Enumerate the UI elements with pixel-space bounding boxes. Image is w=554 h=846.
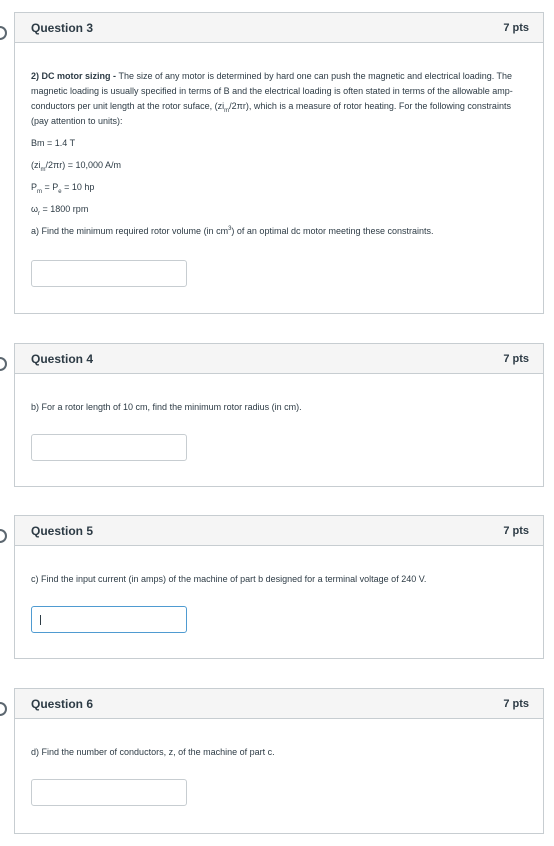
question-points: 7 pts (503, 352, 529, 365)
constraint-electrical-loading: $(zi_m/2\pi r) = 10,000$ A/m (31, 160, 121, 173)
question-body (15, 43, 543, 287)
question-5 (14, 515, 544, 659)
question-title: Question 6 (31, 696, 94, 711)
question-title: Question 5 (31, 523, 94, 538)
question-status-icon (0, 529, 7, 543)
question-title: Question 4 (31, 351, 94, 366)
question-points: 7 pts (503, 524, 529, 537)
question-header (15, 13, 543, 43)
question-body (15, 546, 543, 633)
answer-input-focused[interactable] (31, 606, 187, 633)
question-3 (14, 12, 544, 314)
question-title: Question 3 (31, 20, 94, 35)
constraint-power: $P_m = P_e = 10$ hp (31, 182, 95, 195)
answer-input[interactable] (31, 260, 187, 287)
question-header (15, 344, 543, 374)
question-status-icon (0, 702, 7, 716)
constraint-bm: Bm = 1.4 T (31, 138, 76, 148)
question-status-icon (0, 357, 7, 371)
question-6 (14, 688, 544, 834)
question-header (15, 516, 543, 546)
question-header (15, 689, 543, 719)
constraint-speed: $\omega_r = 1800$ rpm (31, 204, 89, 217)
answer-input[interactable] (31, 779, 187, 806)
question-prompt: c) Find the input current (in amps) of the machine of part b designed for a terminal voltage of 240 V. (31, 574, 427, 584)
question-points: 7 pts (503, 697, 529, 710)
question-prompt: b) For a rotor length of 10 cm, find the minimum rotor radius (in cm). (31, 402, 302, 412)
answer-input[interactable] (31, 434, 187, 461)
question-body (15, 719, 543, 806)
question-intro: 2) DC motor sizing - The size of any motor is determined by hard one can push the magnetic and electrical loading. The magnetic loading is usually specified in terms of B and the electrical loading is often stated in terms of the allowable amp-conductors per unit length at the rotor suface, $(zi_m/2\pi r)$, which is a measure of rotor heating. For the following constraints (pay attention to units): (31, 71, 513, 126)
question-status-icon (0, 26, 7, 40)
text-caret (40, 615, 41, 625)
question-prompt: a) Find the minimum required rotor volume (in $cm^3$) of an optimal dc motor meeting these constraints. (31, 226, 434, 236)
question-body (15, 374, 543, 461)
question-points: 7 pts (503, 21, 529, 34)
question-prompt: d) Find the number of conductors, z, of the machine of part c. (31, 747, 275, 757)
question-4 (14, 343, 544, 487)
